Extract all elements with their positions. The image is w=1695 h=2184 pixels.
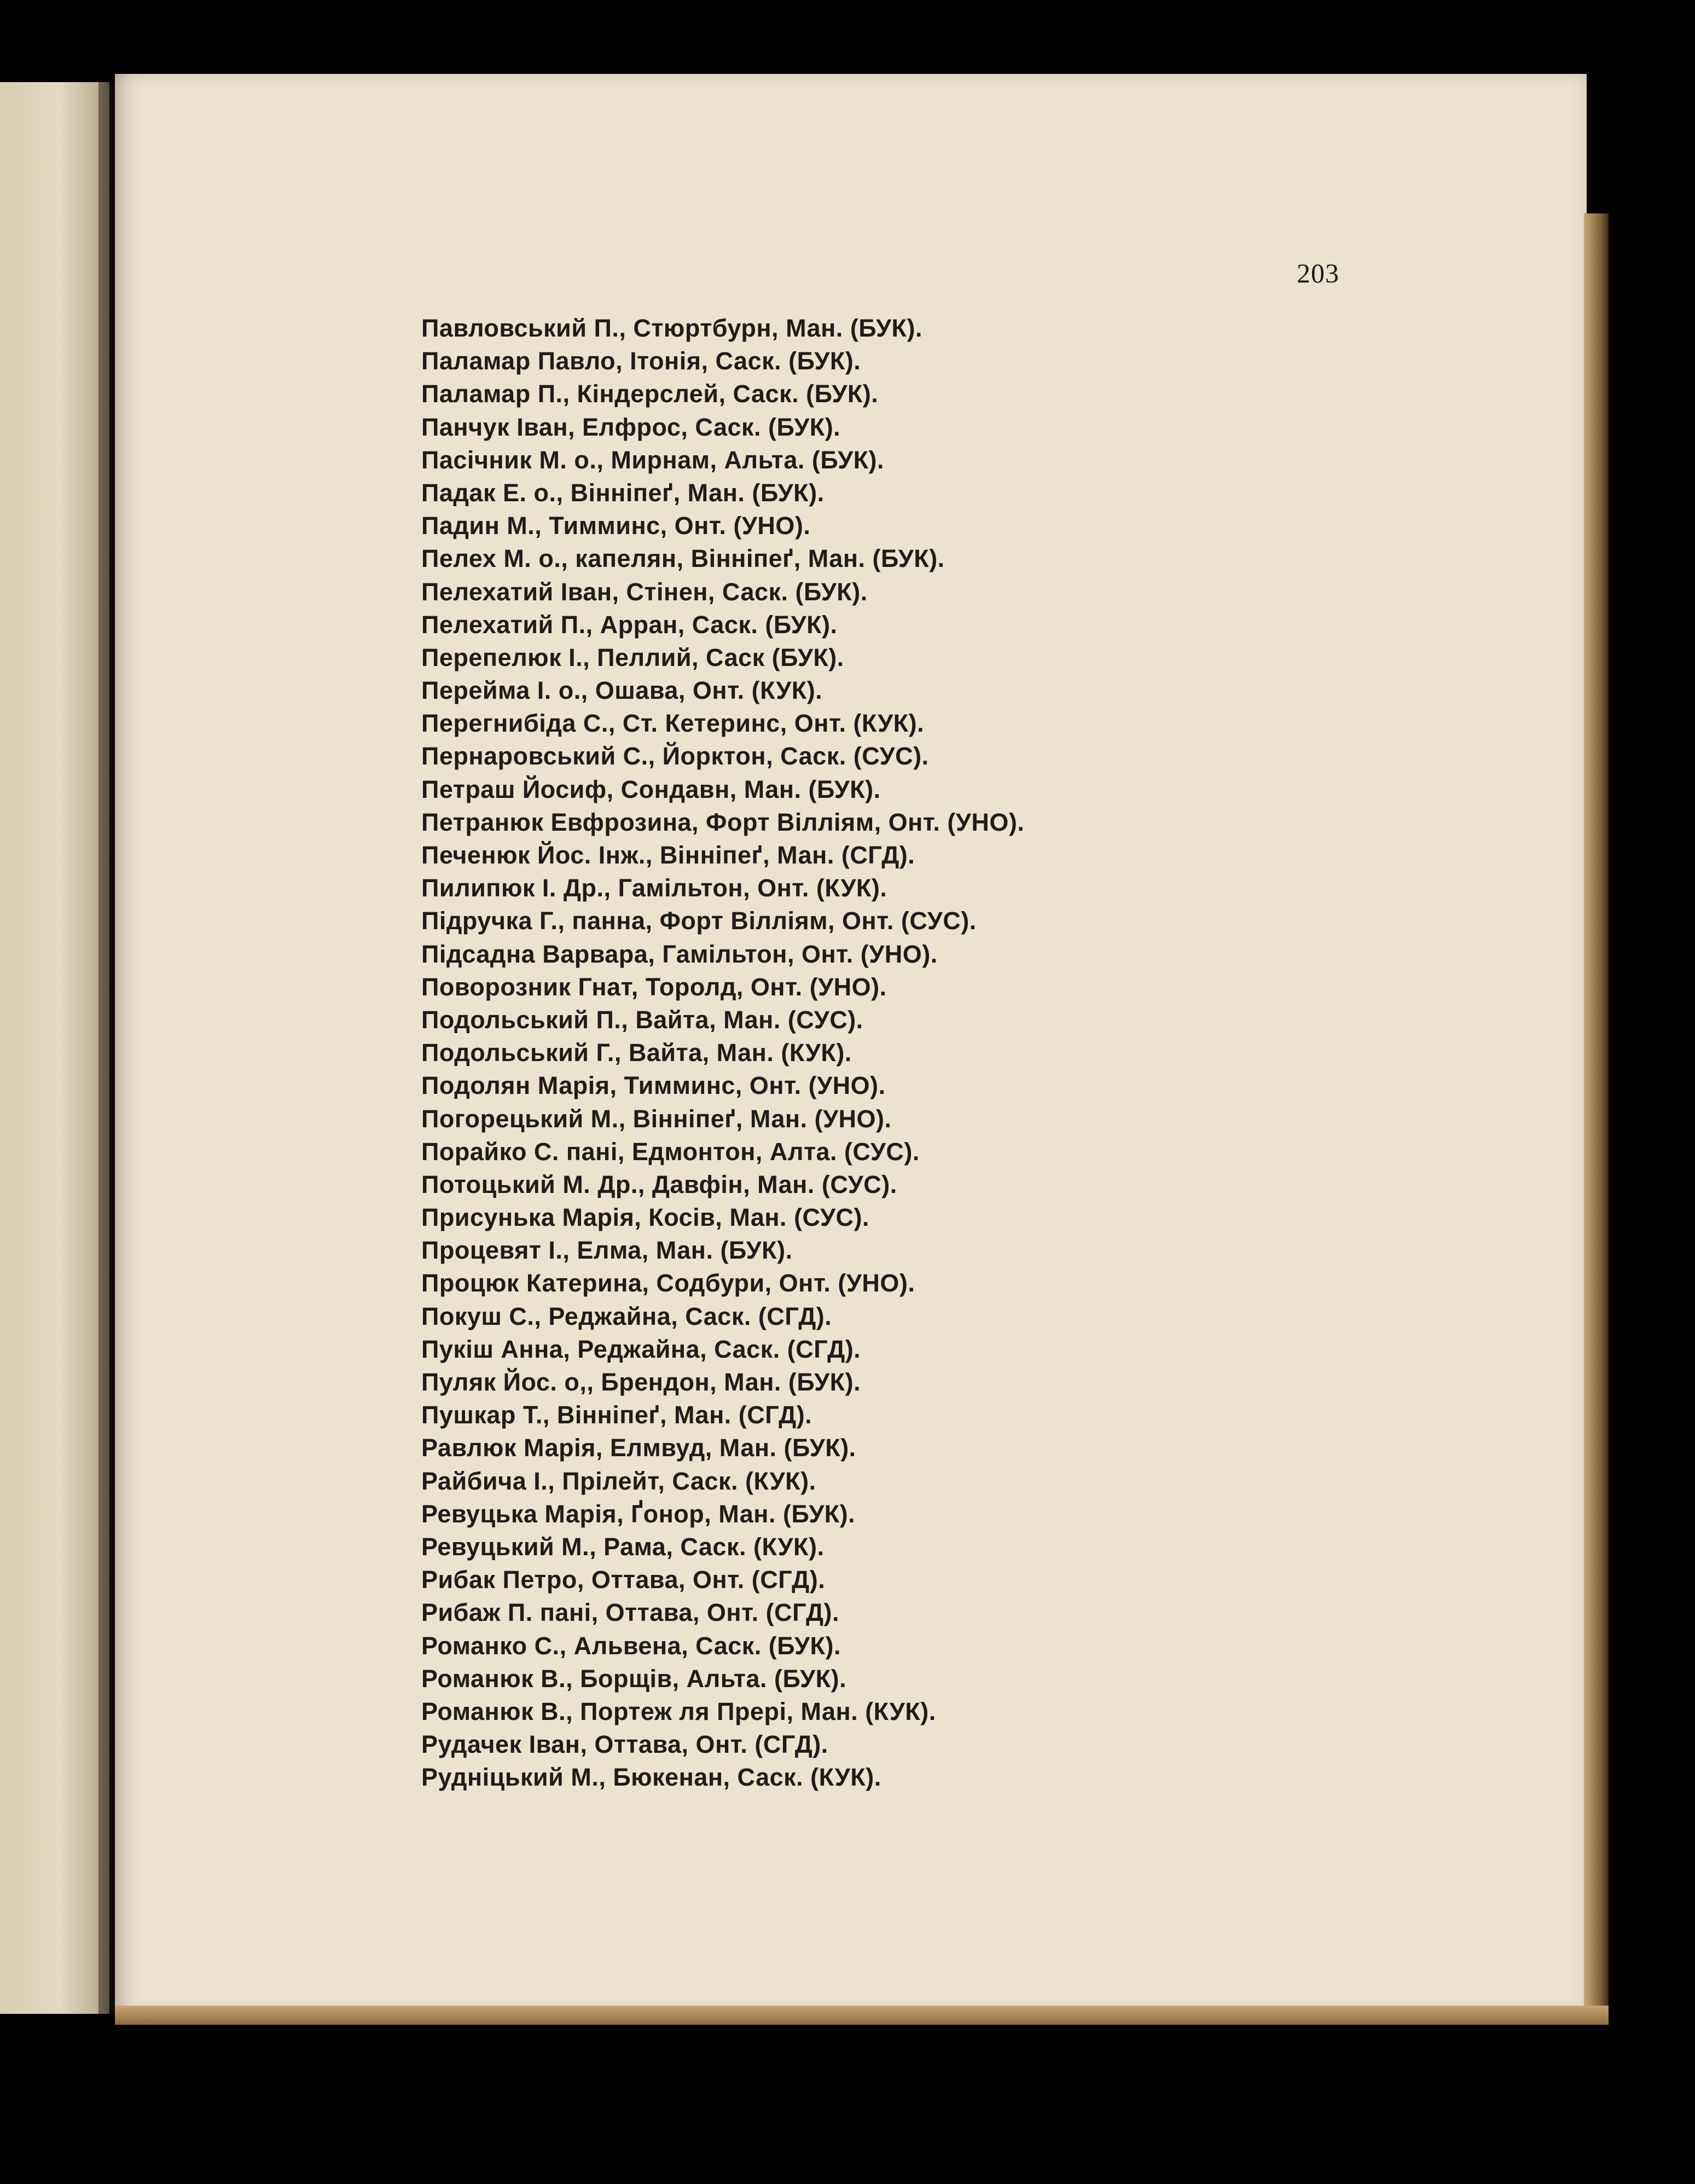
left-page-edge — [0, 82, 109, 2014]
list-item: Пелех М. о., капелян, Вінніпеґ, Ман. (БУК). — [421, 544, 945, 573]
list-item: Райбича І., Прілейт, Саск. (КУК). — [421, 1467, 816, 1495]
list-item: Поворозник Гнат, Торолд, Онт. (УНО). — [421, 972, 887, 1001]
list-item: Падин М., Тимминс, Онт. (УНО). — [421, 512, 811, 540]
entry-list — [421, 312, 1570, 1794]
list-item: Рудачек Іван, Оттава, Онт. (СГД). — [421, 1730, 828, 1759]
list-item: Панчук Іван, Елфрос, Саск. (БУК). — [421, 413, 841, 441]
list-item: Перепелюк І., Пеллий, Саск (БУК). — [421, 643, 844, 671]
list-item: Равлюк Марія, Елмвуд, Ман. (БУК). — [421, 1434, 856, 1462]
list-item: Підручка Г., панна, Форт Вілліям, Онт. (СУС). — [421, 907, 977, 935]
list-item: Романюк В., Борщів, Альта. (БУК). — [421, 1664, 847, 1693]
list-item: Печенюк Йос. Інж., Вінніпеґ, Ман. (СГД). — [421, 841, 915, 869]
list-item: Пасічник М. о., Мирнам, Альта. (БУК). — [421, 445, 885, 474]
list-item: Романко С., Альвена, Саск. (БУК). — [421, 1631, 841, 1660]
list-item: Подолян Марія, Тимминс, Онт. (УНО). — [421, 1071, 886, 1100]
list-item: Перейма І. о., Ошава, Онт. (КУК). — [421, 676, 823, 705]
list-item: Підсадна Варвара, Гамільтон, Онт. (УНО). — [421, 940, 938, 968]
list-item: Процевят І., Елма, Ман. (БУК). — [421, 1236, 793, 1265]
list-item: Пукіш Анна, Реджайна, Саск. (СГД). — [421, 1335, 861, 1363]
list-item: Пуляк Йос. о,, Брендон, Ман. (БУК). — [421, 1368, 861, 1396]
list-item: Паламар Павло, Ітонія, Саск. (БУК). — [421, 347, 861, 375]
list-item: Романюк В., Портеж ля Прері, Ман. (КУК). — [421, 1697, 936, 1725]
list-item: Рибак Петро, Оттава, Онт. (СГД). — [421, 1566, 826, 1594]
list-item: Пернаровський С., Йорктон, Саск. (СУС). — [421, 742, 929, 771]
list-item: Процюк Катерина, Содбури, Онт. (УНО). — [421, 1269, 915, 1297]
list-item: Павловський П., Стюртбурн, Ман. (БУК). — [421, 314, 922, 342]
list-item: Рудніцький М., Бюкенан, Саск. (КУК). — [421, 1763, 881, 1792]
list-item: Падак Е. о., Вінніпеґ, Ман. (БУК). — [421, 478, 825, 507]
list-item: Пилипюк І. Др., Гамільтон, Онт. (КУК). — [421, 874, 887, 902]
list-item: Потоцький М. Др., Давфін, Ман. (СУС). — [421, 1170, 897, 1198]
list-item: Присунька Марія, Косів, Ман. (СУС). — [421, 1203, 869, 1232]
list-item: Пушкар Т., Вінніпеґ, Ман. (СГД). — [421, 1401, 812, 1429]
list-item: Ревуцький М., Рама, Саск. (КУК). — [421, 1532, 825, 1561]
list-item: Порайко С. пані, Едмонтон, Алта. (СУС). — [421, 1137, 920, 1166]
list-item: Пелехатий П., Арран, Саск. (БУК). — [421, 610, 838, 639]
list-item: Петраш Йосиф, Сондавн, Ман. (БУК). — [421, 775, 881, 803]
list-item: Пелехатий Іван, Стінен, Саск. (БУК). — [421, 577, 868, 606]
page-stack-edge — [1584, 213, 1609, 2014]
list-item: Подольський Г., Вайта, Ман. (КУК). — [421, 1039, 852, 1067]
list-item: Погорецький М., Вінніпеґ, Ман. (УНО). — [421, 1104, 892, 1133]
list-item: Ревуцька Марія, Ґонор, Ман. (БУК). — [421, 1499, 856, 1528]
list-item: Перегнибіда С., Ст. Кетеринс, Онт. (КУК). — [421, 709, 925, 738]
page-bottom-edge — [115, 2006, 1609, 2025]
list-item: Рибаж П. пані, Оттава, Онт. (СГД). — [421, 1598, 840, 1627]
list-item: Покуш С., Реджайна, Саск. (СГД). — [421, 1302, 832, 1330]
list-item: Паламар П., Кіндерслей, Саск. (БУК). — [421, 380, 879, 408]
list-item: Подольський П., Вайта, Ман. (СУС). — [421, 1005, 863, 1034]
page-number: 203 — [1297, 258, 1339, 288]
list-item: Петранюк Евфрозина, Форт Вілліям, Онт. (УНО). — [421, 808, 1025, 836]
